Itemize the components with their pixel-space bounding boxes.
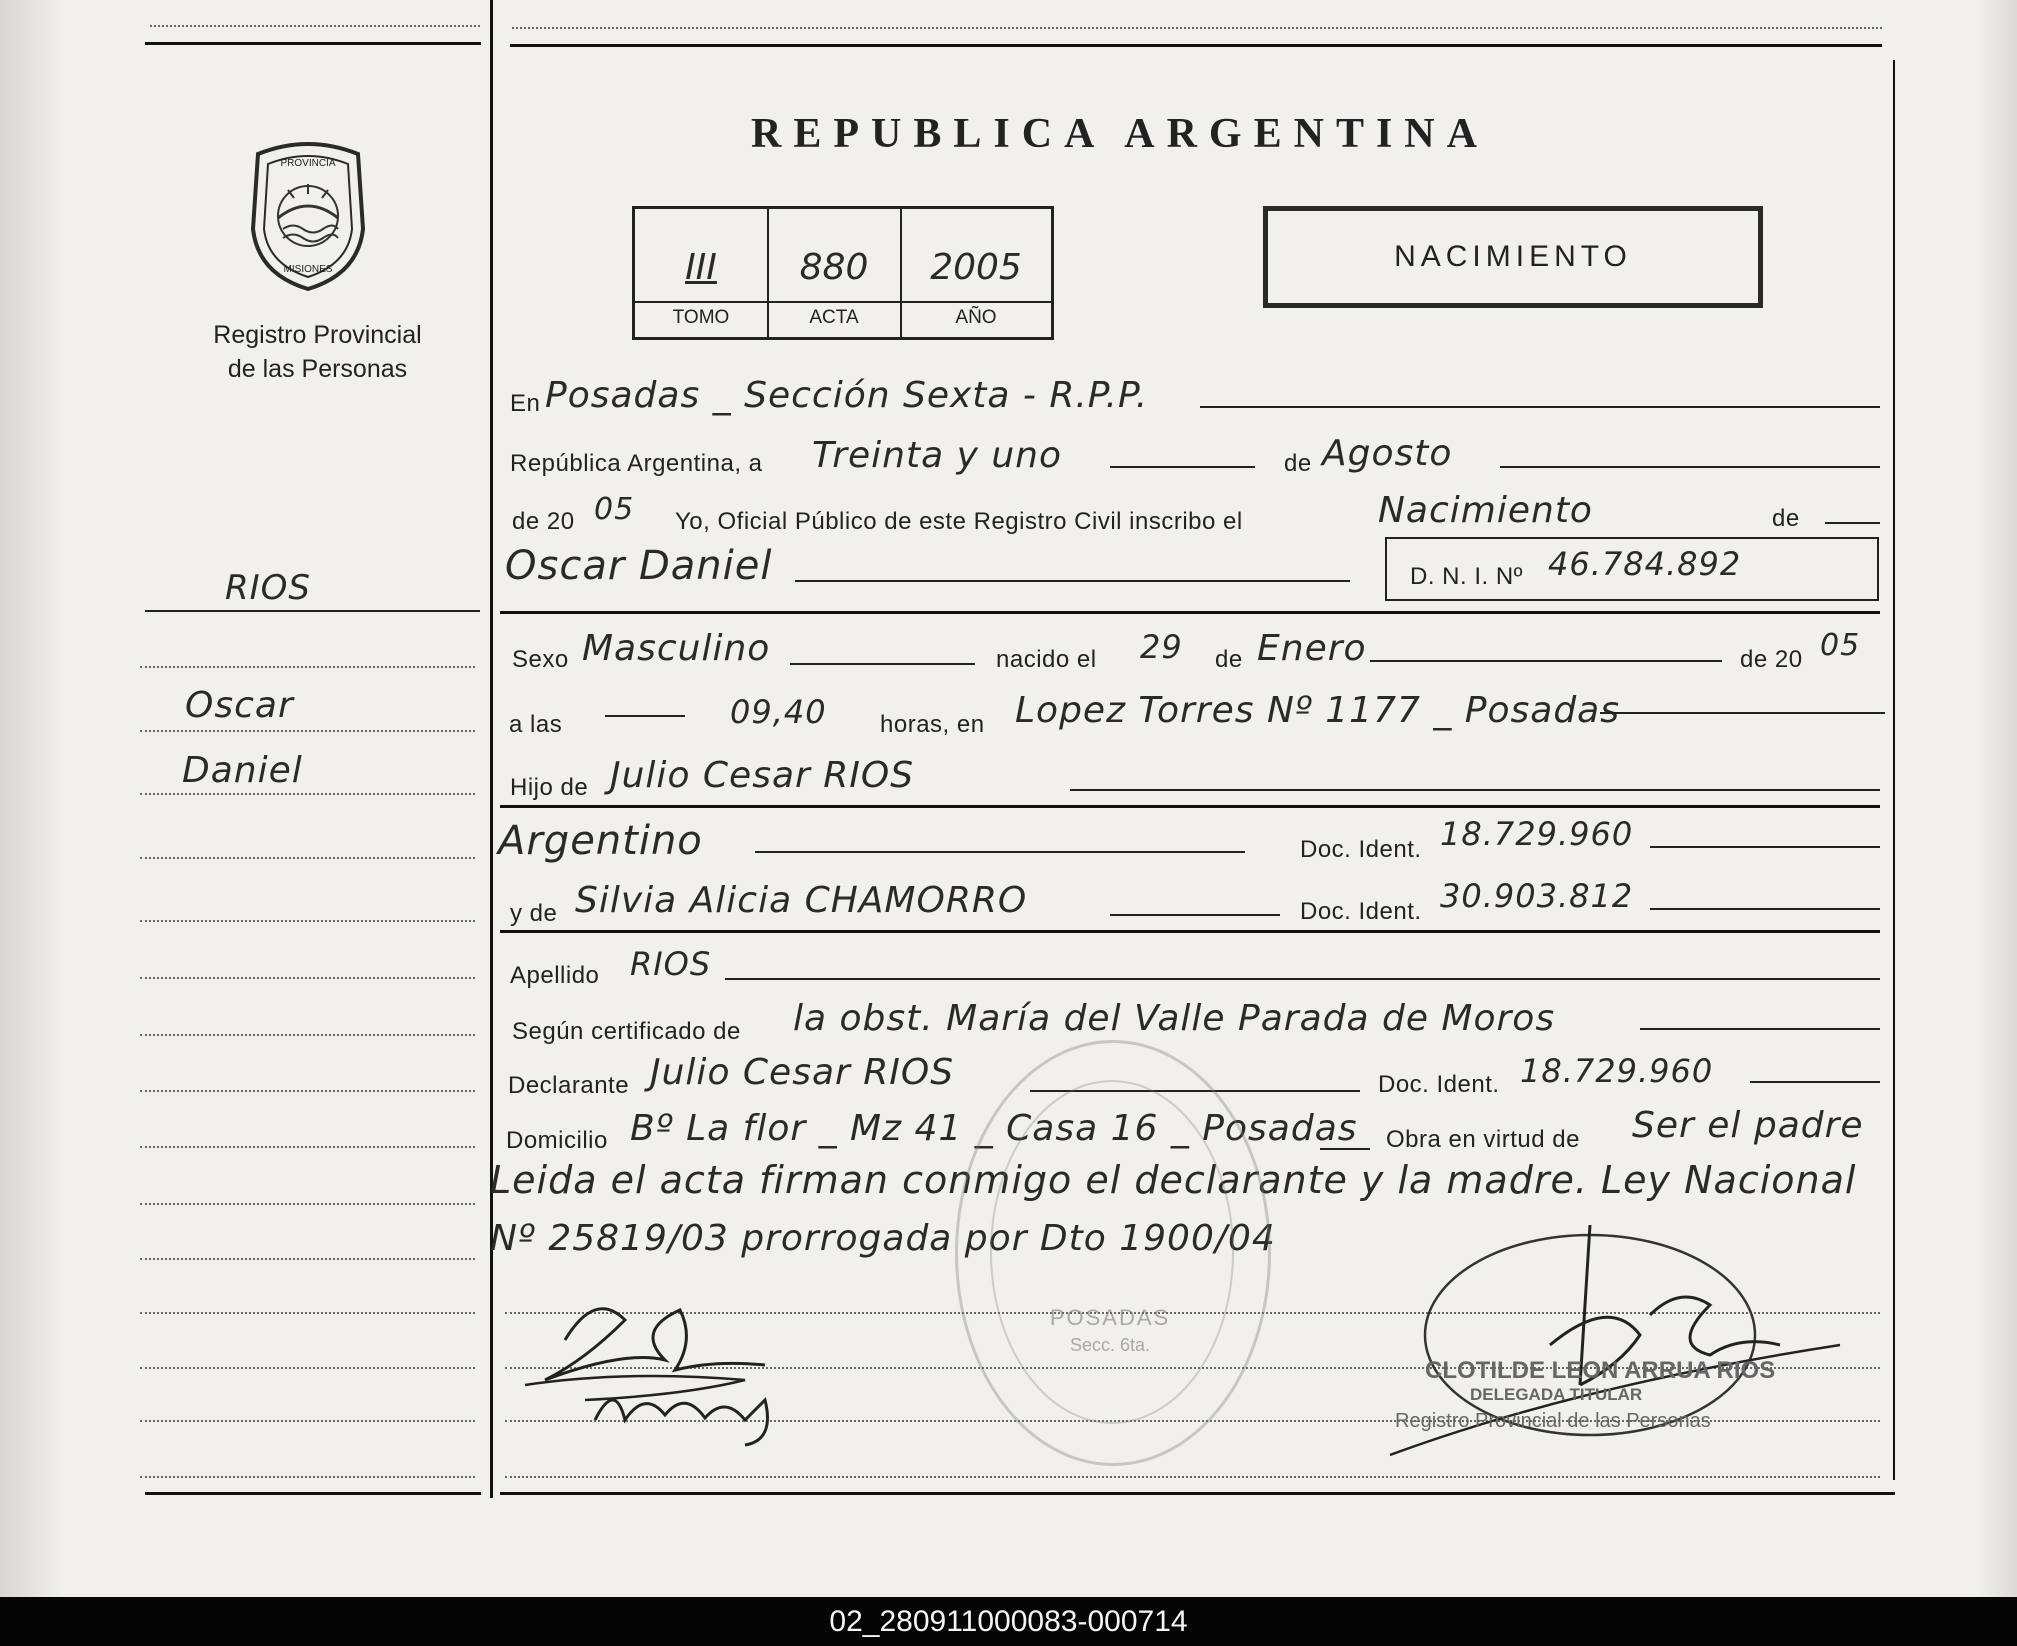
page-edge-shadow bbox=[1977, 0, 2017, 1597]
svg-text:PROVINCIA: PROVINCIA bbox=[280, 158, 336, 169]
nacido-de20-label: de 20 bbox=[1740, 646, 1803, 673]
en-label: En bbox=[510, 390, 541, 417]
lugar-value: Lopez Torres Nº 1177 _ Posadas bbox=[1015, 690, 1620, 731]
declarant-signature bbox=[505, 1270, 845, 1450]
de-label-2: de bbox=[1772, 505, 1800, 532]
hora-lead-rule bbox=[605, 715, 685, 717]
padre-doc-rule bbox=[1650, 846, 1880, 848]
margin-given-name-1: Oscar bbox=[185, 685, 294, 726]
official-signature bbox=[1380, 1225, 1860, 1475]
horas-label: horas, en bbox=[880, 711, 985, 738]
month-value: Agosto bbox=[1322, 433, 1453, 474]
notes-line2: Nº 25819/03 prorrogada por Dto 1900/04 bbox=[490, 1218, 1276, 1259]
republica-label: República Argentina, a bbox=[510, 450, 763, 477]
padre-rule bbox=[1070, 789, 1880, 791]
hora-value: 09,40 bbox=[730, 693, 827, 731]
segun-rule bbox=[1640, 1028, 1880, 1030]
segun-value: la obst. María del Valle Parada de Moros bbox=[793, 998, 1556, 1039]
declarante-doc: 18.729.960 bbox=[1520, 1052, 1714, 1090]
yo-label: Yo, Oficial Público de este Registro Civil inscribo el bbox=[675, 508, 1243, 535]
main-dotted-line bbox=[505, 1476, 1880, 1478]
margin-dotted-line bbox=[140, 1203, 475, 1205]
official-name: CLOTILDE LEON ARRUA RIOS bbox=[1425, 1357, 1776, 1384]
registry-stamp-inner bbox=[990, 1080, 1234, 1424]
sexo-value: Masculino bbox=[582, 628, 771, 669]
margin-dotted-line bbox=[140, 793, 475, 795]
padre-value: Julio Cesar RIOS bbox=[610, 755, 915, 796]
page-gutter-shadow bbox=[0, 0, 60, 1597]
madre-rule bbox=[1110, 914, 1280, 916]
madre-section-rule bbox=[500, 930, 1880, 933]
left-column-top-rule bbox=[145, 42, 481, 45]
anio-cell bbox=[901, 209, 1053, 337]
nacido-year: 05 bbox=[1820, 628, 1861, 663]
margin-dotted-line bbox=[140, 1034, 475, 1036]
margin-surname: RIOS bbox=[225, 568, 311, 608]
tomo-cell bbox=[635, 209, 769, 337]
nacionalidad-rule bbox=[755, 851, 1245, 853]
tomo-label: TOMO bbox=[672, 307, 730, 328]
margin-dotted-line bbox=[140, 1420, 475, 1422]
official-registry: Registro Provincial de las Personas bbox=[1395, 1410, 1711, 1432]
segun-label: Según certificado de bbox=[512, 1018, 741, 1045]
nacido-day: 29 bbox=[1140, 628, 1183, 666]
top-dotted-line-main bbox=[512, 27, 1882, 29]
padre-doc-label: Doc. Ident. bbox=[1300, 836, 1422, 863]
margin-given-name-2: Daniel bbox=[182, 750, 303, 791]
padre-section-rule bbox=[500, 805, 1880, 808]
nacido-label: nacido el bbox=[996, 646, 1097, 673]
madre-doc-rule bbox=[1650, 908, 1880, 910]
margin-dotted-line bbox=[140, 857, 475, 859]
registry-label-line2: de las Personas bbox=[227, 355, 408, 383]
declarante-label: Declarante bbox=[508, 1072, 630, 1099]
inscribo-value: Nacimiento bbox=[1378, 490, 1593, 531]
domicilio-label: Domicilio bbox=[506, 1127, 608, 1154]
month-rule bbox=[1500, 466, 1880, 468]
declarante-value: Julio Cesar RIOS bbox=[650, 1052, 955, 1093]
margin-dotted-line bbox=[140, 1090, 475, 1092]
apellido-value: RIOS bbox=[630, 945, 712, 983]
day-rule bbox=[1110, 466, 1255, 468]
stamp-section: Secc. 6ta. bbox=[1069, 1335, 1151, 1355]
right-border bbox=[1893, 60, 1895, 1480]
hijo-label: Hijo de bbox=[510, 774, 589, 801]
sexo-rule bbox=[790, 663, 975, 665]
de20-label: de 20 bbox=[512, 508, 575, 535]
margin-surname-rule bbox=[145, 610, 480, 612]
left-column-bottom-rule bbox=[145, 1492, 481, 1495]
margin-dotted-line bbox=[140, 1312, 475, 1314]
apellido-label: Apellido bbox=[510, 962, 600, 989]
main-bottom-rule bbox=[500, 1492, 1895, 1495]
tomo-value: III bbox=[685, 247, 717, 288]
document-title: REPUBLICA ARGENTINA bbox=[751, 111, 1489, 157]
dni-label: D. N. I. Nº bbox=[1410, 563, 1523, 590]
section-rule bbox=[500, 611, 1880, 614]
de-label: de bbox=[1284, 450, 1312, 477]
svg-text:MISIONES: MISIONES bbox=[283, 264, 333, 275]
main-top-rule bbox=[510, 44, 1882, 47]
acta-label: ACTA bbox=[809, 307, 859, 328]
madre-value: Silvia Alicia CHAMORRO bbox=[575, 880, 1028, 921]
image-code: 02_280911000083-000714 bbox=[829, 1605, 1188, 1638]
domicilio-rule bbox=[1320, 1148, 1370, 1150]
margin-dotted-line bbox=[140, 977, 475, 979]
record-type: NACIMIENTO bbox=[1394, 240, 1632, 273]
obra-label: Obra en virtud de bbox=[1386, 1126, 1580, 1153]
registry-label-line1: Registro Provincial bbox=[213, 321, 422, 349]
nacido-rule bbox=[1370, 660, 1722, 662]
anio-value: 2005 bbox=[930, 247, 1022, 288]
apellido-rule bbox=[725, 978, 1880, 980]
acta-reference-box bbox=[632, 206, 1054, 340]
sexo-label: Sexo bbox=[512, 646, 569, 673]
declarante-doc-label: Doc. Ident. bbox=[1378, 1071, 1500, 1098]
domicilio-value: Bº La flor _ Mz 41 _ Casa 16 _ Posadas bbox=[630, 1108, 1358, 1149]
registry-label bbox=[175, 318, 460, 386]
year-value: 05 bbox=[594, 492, 635, 527]
acta-box-divider bbox=[635, 301, 1051, 303]
anio-label: AÑO bbox=[955, 307, 997, 328]
margin-dotted-line bbox=[140, 730, 475, 732]
margin-dotted-line bbox=[140, 1258, 475, 1260]
place-rule bbox=[1200, 406, 1880, 408]
margin-dotted-line bbox=[140, 920, 475, 922]
alas-label: a las bbox=[509, 711, 563, 738]
lugar-rule bbox=[1600, 712, 1885, 714]
notes-line1: Leida el acta firman conmigo el declarante y la madre. Ley Nacional bbox=[490, 1158, 1857, 1202]
margin-dotted-line bbox=[140, 1476, 475, 1478]
margin-dotted-line bbox=[140, 1146, 475, 1148]
nacido-month: Enero bbox=[1257, 628, 1367, 669]
margin-dotted-line bbox=[140, 1367, 475, 1369]
name-rule bbox=[795, 580, 1350, 582]
stamp-city: POSADAS bbox=[1049, 1305, 1171, 1330]
misiones-seal-icon bbox=[238, 134, 378, 294]
column-divider bbox=[490, 0, 493, 1498]
padre-nacionalidad: Argentino bbox=[498, 818, 703, 864]
top-dotted-line-left bbox=[150, 25, 480, 27]
declarante-doc-rule bbox=[1750, 1081, 1880, 1083]
de-rule bbox=[1825, 522, 1880, 524]
acta-value: 880 bbox=[799, 247, 869, 288]
official-title: DELEGADA TITULAR bbox=[1470, 1385, 1643, 1404]
yde-label: y de bbox=[510, 900, 558, 927]
nacido-de-label: de bbox=[1215, 646, 1243, 673]
record-type-box bbox=[1263, 206, 1763, 308]
obra-value: Ser el padre bbox=[1632, 1105, 1864, 1146]
name-value: Oscar Daniel bbox=[505, 543, 773, 589]
madre-doc-label: Doc. Ident. bbox=[1300, 898, 1422, 925]
margin-dotted-line bbox=[140, 666, 475, 668]
dni-value: 46.784.892 bbox=[1548, 545, 1742, 583]
acta-cell bbox=[768, 209, 902, 337]
padre-doc: 18.729.960 bbox=[1440, 815, 1634, 853]
madre-doc: 30.903.812 bbox=[1440, 877, 1634, 915]
place-value: Posadas _ Sección Sexta - R.P.P. bbox=[545, 375, 1149, 416]
day-value: Treinta y uno bbox=[812, 435, 1062, 476]
